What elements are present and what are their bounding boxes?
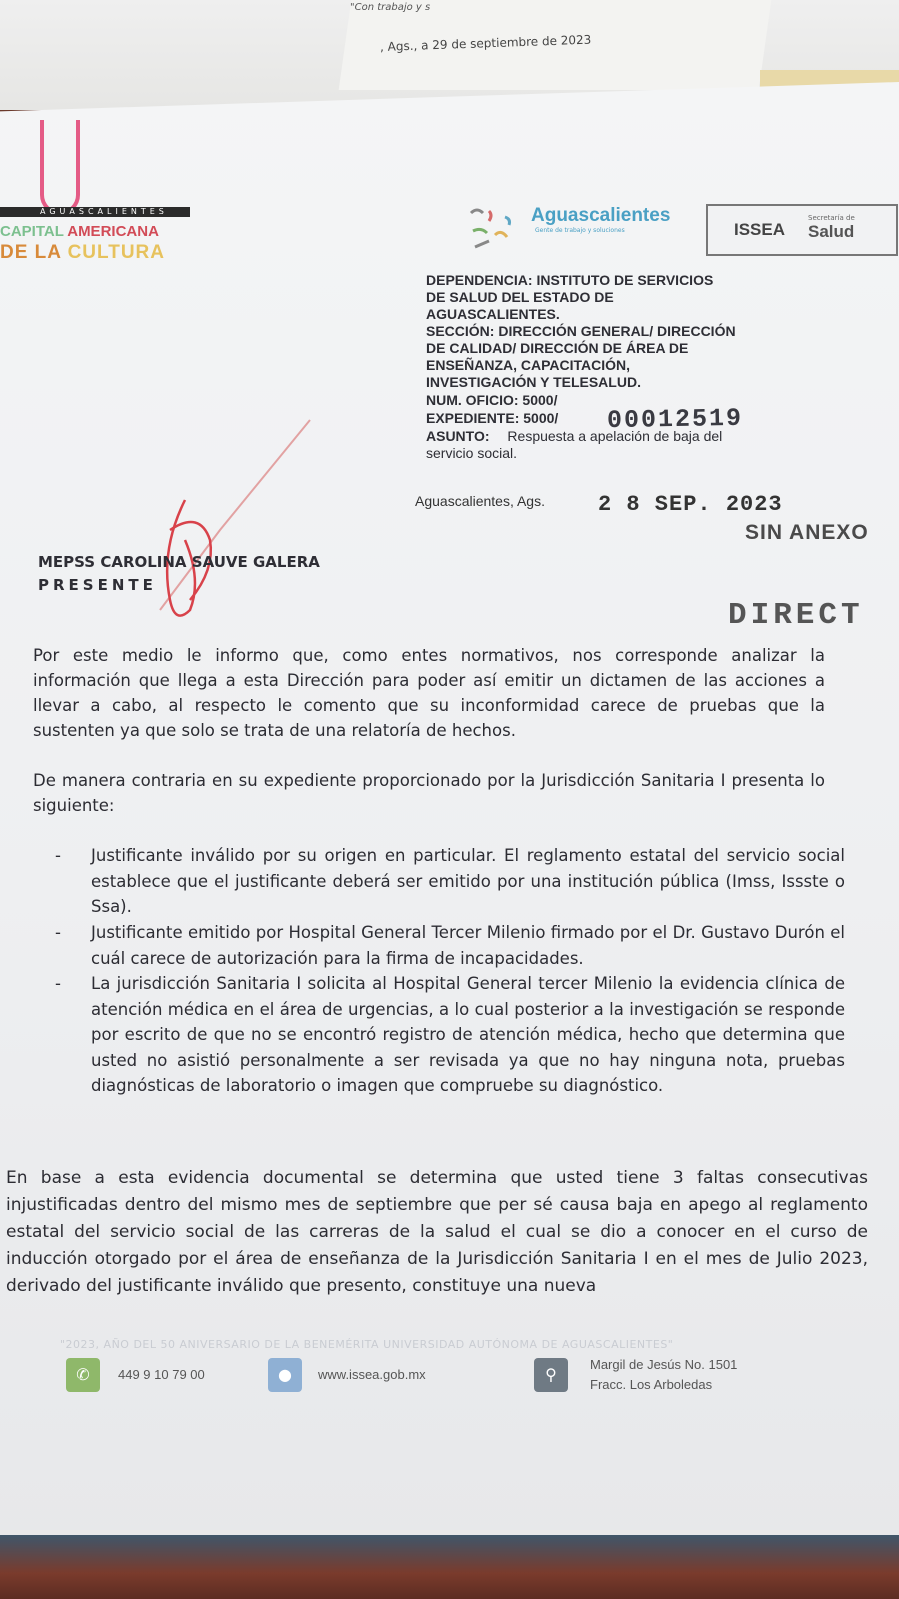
aguascalientes-logo: [465, 205, 685, 255]
seccion-line1: SECCIÓN: DIRECCIÓN GENERAL/ DIRECCIÓN: [426, 323, 736, 339]
body-paragraph-2: De manera contraria en su expediente proporcionado por la Jurisdicción Sanitaria I presenta lo siguiente:: [33, 771, 825, 815]
list-item-text: Justificante emitido por Hospital General Tercer Milenio firmado por el Dr. Gustavo Durón el cuál carece de autorización para la firma de incapacidades.: [91, 923, 845, 968]
dependencia-line3: AGUASCALIENTES.: [426, 306, 560, 322]
background-strip: [0, 1535, 899, 1599]
sin-anexo-stamp: SIN ANEXO: [745, 521, 869, 544]
date-stamp: 2 8 SEP. 2023: [598, 492, 783, 517]
underlying-sheet-date: , Ags., a 29 de septiembre de 2023: [379, 32, 592, 54]
capital-cultura-mark-icon: [40, 120, 80, 215]
phone-icon: ✆: [66, 1358, 100, 1392]
aguascalientes-wordmark: Aguascalientes: [531, 205, 671, 226]
capital-word: CAPITAL: [0, 223, 68, 240]
capital-cultura-line1: [0, 223, 210, 240]
capital-cultura-line2: [0, 242, 220, 264]
list-item-text: La jurisdicción Sanitaria I solicita al Hospital General tercer Milenio la evidencia clínica de atención médica en el área de urgencias, a lo cual posterior a la investigación se responde por escrito de que no se encontró registro de atención médica, hecho que determina que usted no asistió personalmente a ser revisada ya que no hay ninguna nota, pruebas diagnósticas de laboratorio o imagen que compruebe su diagnóstico.: [91, 974, 845, 1095]
addressee-name: MEPSS CAROLINA SAUVE GALERA: [38, 553, 320, 571]
issea-wordmark: ISSEA: [734, 220, 786, 239]
asunto-text-2: servicio social.: [426, 445, 518, 461]
footer-phone: 449 9 10 79 00: [118, 1367, 205, 1382]
body-paragraph-3: En base a esta evidencia documental se determina que usted tiene 3 faltas consecutivas injustificadas dentro del mismo mes de septiembre que per sé causa baja en apego al reglamento estatal del servicio social de las carreras de la salud el cual se dio a conocer en el curso de inducción otorgado por el área de enseñanza de la Jurisdicción Sanitaria I en el mes de Julio 2023, derivado del justificante inválido que presento, constituye una nueva: [6, 1168, 868, 1296]
aguascalientes-tagline: Gente de trabajo y soluciones: [535, 227, 625, 234]
aguascalientes-emblem-icon: [465, 205, 525, 253]
expediente: EXPEDIENTE: 5000/: [426, 410, 559, 426]
de-la-word: DE LA: [0, 242, 68, 263]
salud-wordmark: Salud: [808, 222, 855, 241]
footer-address-2: Fracc. Los Arboledas: [590, 1377, 713, 1392]
presente-label: PRESENTE: [38, 576, 157, 594]
list-item: - Justificante inválido por su origen en particular. El reglamento estatal del servicio social establece que el justificante deberá ser emitido por una institución pública (Imss, Issste o Ssa).: [55, 843, 845, 920]
list-item-text: Justificante inválido por su origen en particular. El reglamento estatal del servicio social establece que el justificante deberá ser emitido por una institución pública (Imss, Issste o Ssa).: [91, 846, 845, 916]
footer-web: www.issea.gob.mx: [318, 1367, 426, 1382]
cultura-word: CULTURA: [67, 242, 165, 263]
direccion-stamp: DIRECT: [728, 598, 864, 633]
seccion-line3: ENSEÑANZA, CAPACITACIÓN,: [426, 357, 631, 373]
asunto-label: ASUNTO:: [426, 428, 490, 444]
list-item: - Justificante emitido por Hospital General Tercer Milenio firmado por el Dr. Gustavo Durón el cuál carece de autorización para la firma de incapacidades.: [55, 920, 845, 971]
seccion-line4: INVESTIGACIÓN Y TELESALUD.: [426, 374, 641, 390]
footer-address-1: Margil de Jesús No. 1501: [590, 1357, 738, 1372]
oficio-stamp-number: 00012519: [606, 403, 744, 436]
place-label: Aguascalientes, Ags.: [415, 493, 545, 509]
issea-salud-logo: [706, 204, 898, 256]
asunto-line: [426, 428, 722, 444]
dependencia-line2: DE SALUD DEL ESTADO DE: [426, 289, 614, 305]
capital-cultura-band: AGUASCALIENTES: [0, 207, 190, 217]
footer-motto: "2023, AÑO DEL 50 ANIVERSARIO DE LA BENEMÉRITA UNIVERSIDAD AUTÓNOMA DE AGUASCALIENTES": [60, 1338, 674, 1351]
red-signature-scribble: [90, 410, 330, 640]
web-icon: ●: [268, 1358, 302, 1392]
seccion-line2: DE CALIDAD/ DIRECCIÓN DE ÁREA DE: [426, 340, 689, 356]
list-item: - La jurisdicción Sanitaria I solicita al Hospital General tercer Milenio la evidencia clínica de atención médica en el área de urgencias, a lo cual posterior a la investigación se responde por escrito de que no se encontró registro de atención médica, hecho que determina que usted no asistió personalmente a ser revisada ya que no hay ninguna nota, pruebas diagnósticas de laboratorio o imagen que compruebe su diagnóstico.: [55, 971, 845, 1099]
asunto-text: Respuesta a apelación de baja del: [507, 428, 723, 444]
body-paragraph-1: Por este medio le informo que, como entes normativos, nos corresponde analizar la información que llega a esta Dirección para poder así emitir un dictamen de las acciones a llevar a cabo, al respecto le comento que su inconformidad carece de pruebas que la sustenten ya que solo se trata de una relatoría de hechos.: [33, 646, 825, 740]
num-oficio: NUM. OFICIO: 5000/: [426, 392, 558, 408]
americana-word: AMERICANA: [67, 223, 159, 240]
dependencia-line1: DEPENDENCIA: INSTITUTO DE SERVICIOS: [426, 272, 714, 288]
map-pin-icon: ⚲: [534, 1358, 568, 1392]
secretaria-label: Secretaría de: [808, 214, 855, 222]
underlying-sheet-snippet: "Con trabajo y s: [350, 2, 431, 13]
